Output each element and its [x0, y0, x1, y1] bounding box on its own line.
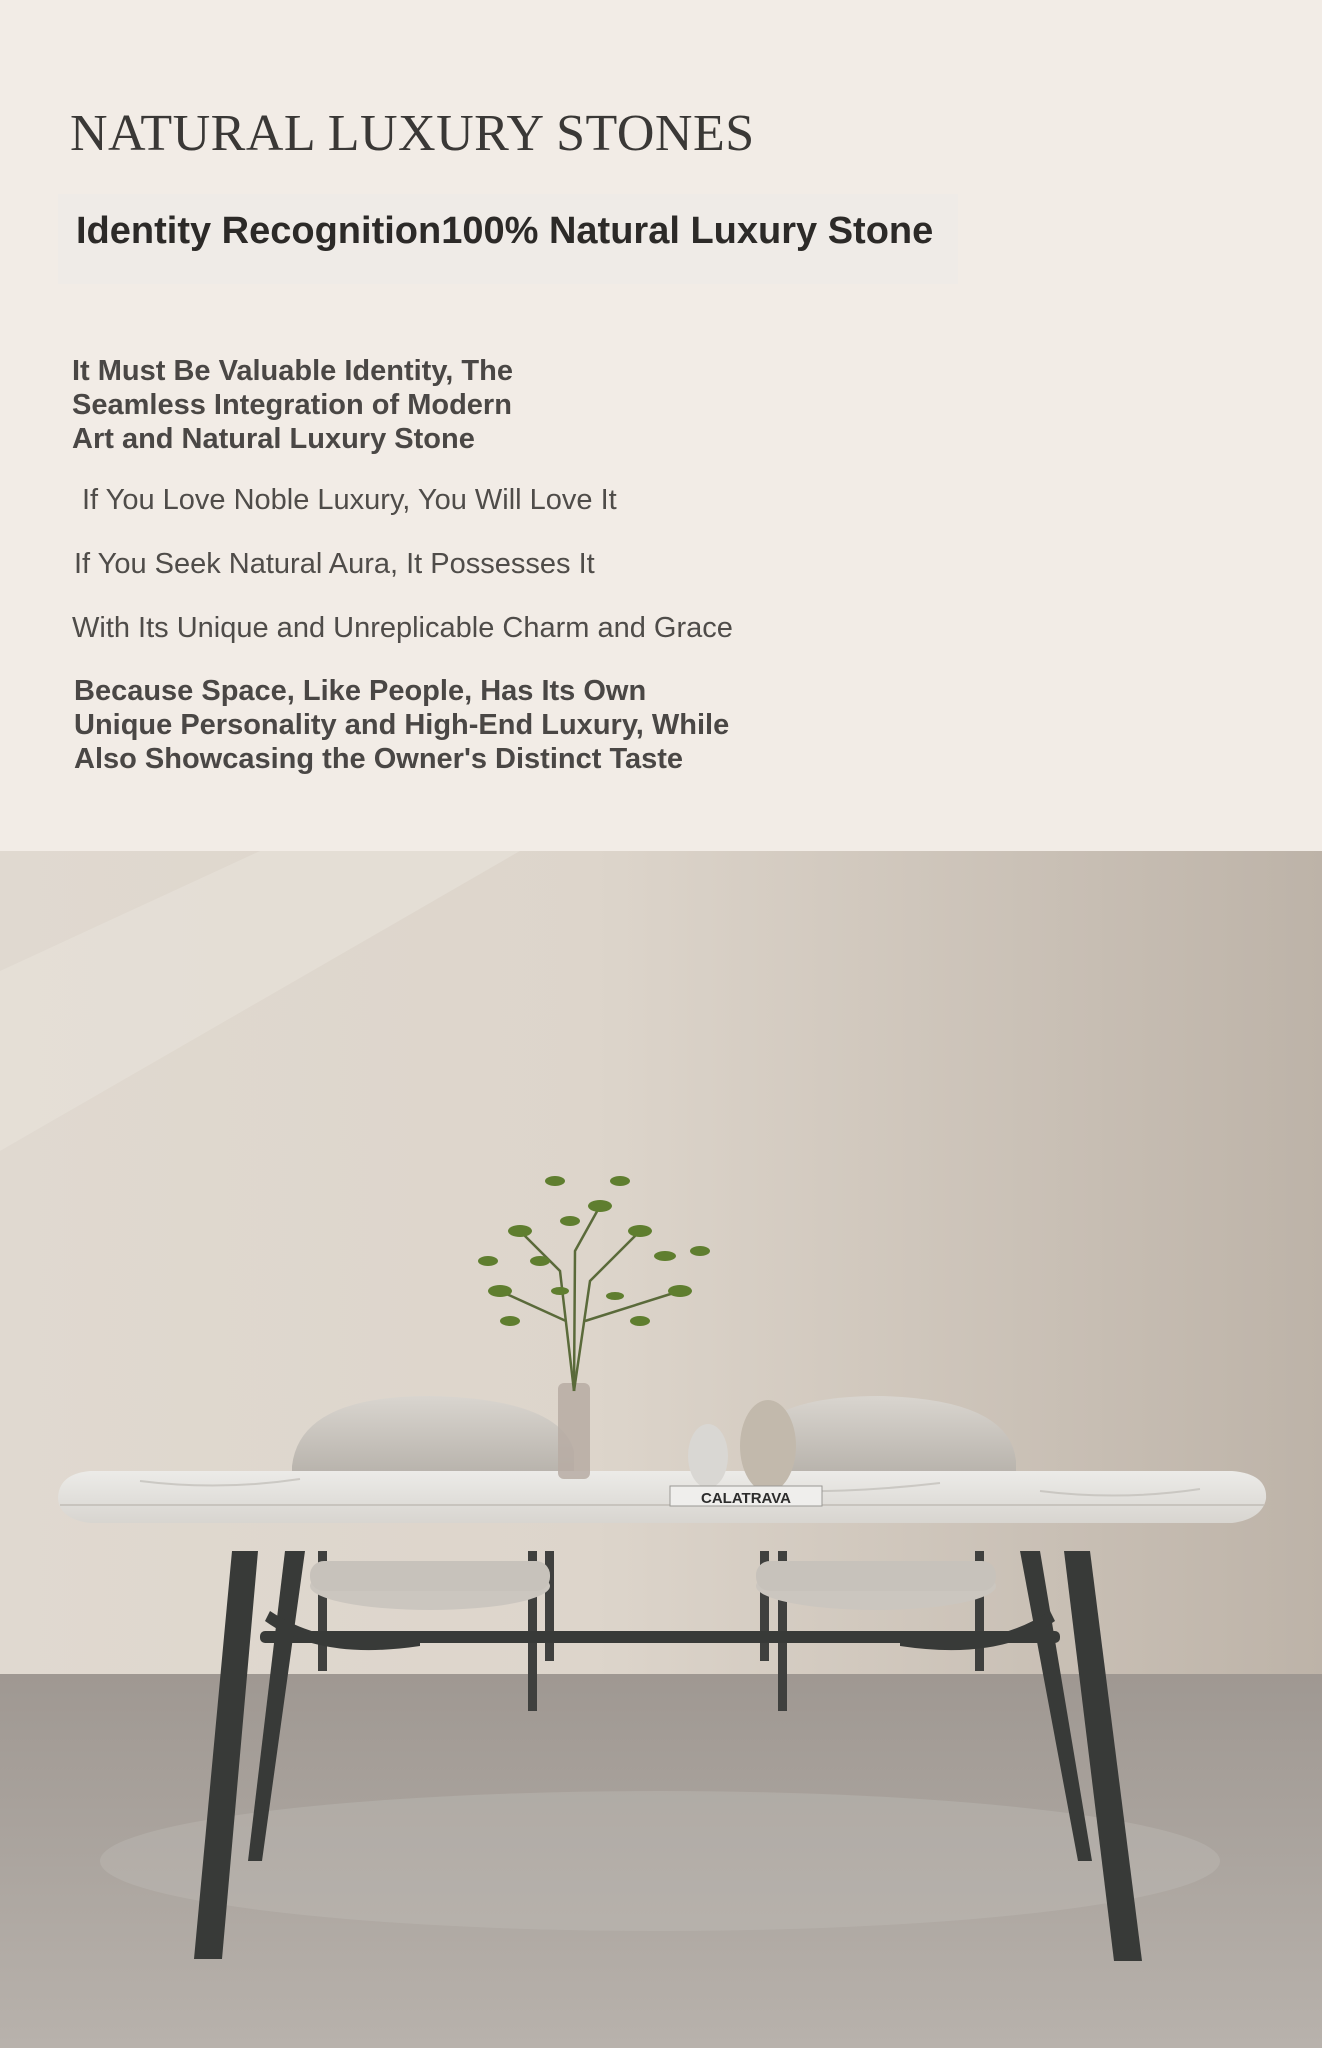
decor-stone-large — [740, 1400, 796, 1492]
brand-title: NATURAL LUXURY STONES — [70, 105, 755, 162]
closing-paragraph — [74, 674, 729, 776]
closing-line-3: Also Showcasing the Owner's Distinct Taste — [74, 743, 684, 775]
book-title: CALATRAVA — [701, 1490, 791, 1507]
intro-paragraph — [72, 354, 513, 456]
statement-aura: If You Seek Natural Aura, It Possesses It — [74, 548, 595, 580]
statement-charm: With Its Unique and Unreplicable Charm and Grace — [72, 612, 733, 644]
glass-vase — [558, 1383, 590, 1479]
dining-scene-photo — [0, 851, 1322, 2048]
intro-line-3: Art and Natural Luxury Stone — [72, 423, 475, 455]
decor-stone-small — [688, 1424, 728, 1488]
statement-love: If You Love Noble Luxury, You Will Love It — [82, 484, 617, 516]
text-section — [0, 0, 1322, 851]
closing-line-1: Because Space, Like People, Has Its Own — [74, 675, 647, 707]
marble-table-top — [58, 1471, 1266, 1523]
intro-line-2: Seamless Integration of Modern — [72, 389, 512, 421]
intro-line-1: It Must Be Valuable Identity, The — [72, 355, 513, 387]
headline: Identity Recognition100% Natural Luxury Stone — [76, 210, 934, 252]
closing-line-2: Unique Personality and High-End Luxury, While — [74, 709, 730, 741]
